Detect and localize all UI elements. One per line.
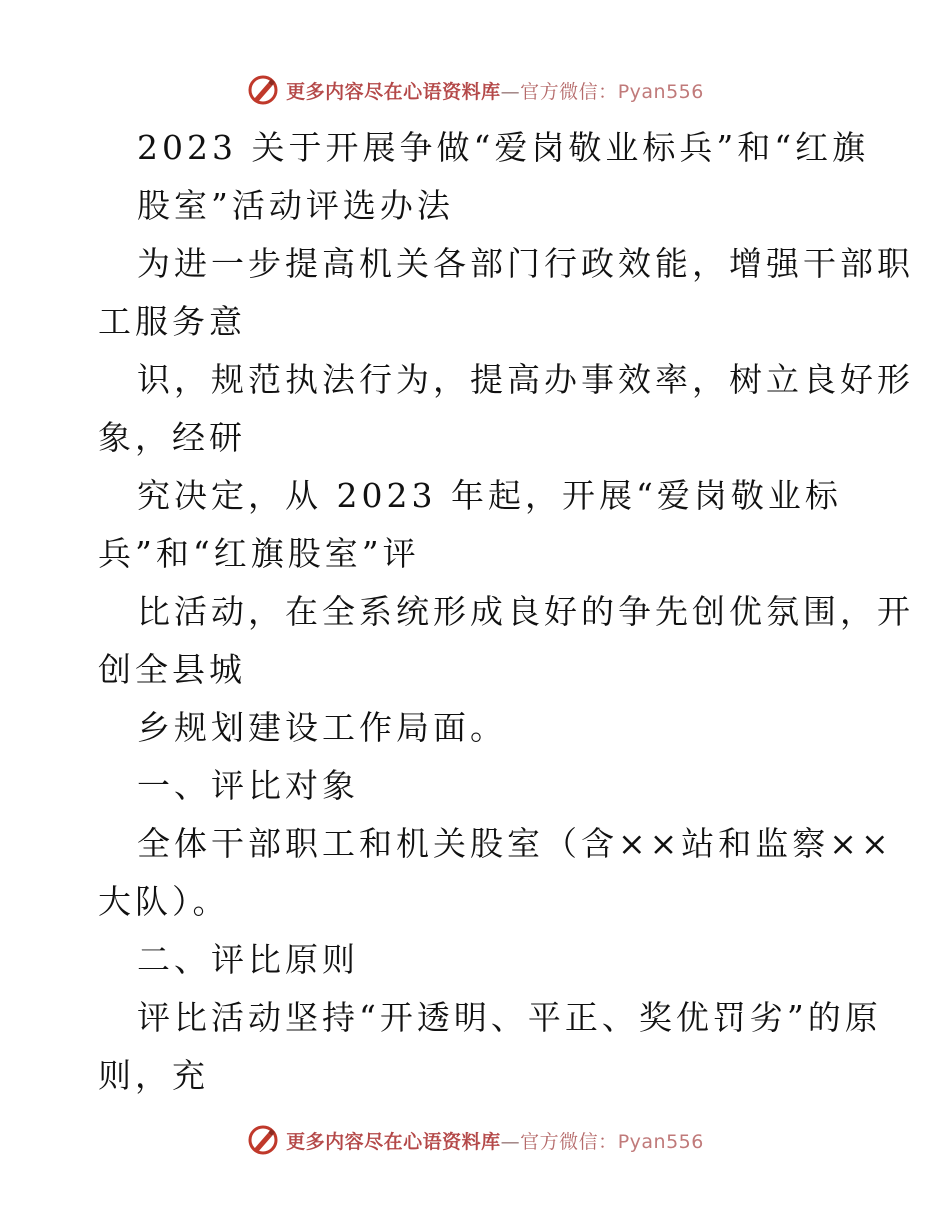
paragraph-line: 则，充 bbox=[98, 1056, 209, 1095]
watermark-separator: — bbox=[500, 80, 521, 103]
paragraph-line: 工服务意 bbox=[98, 302, 246, 341]
watermark-contact: 官方微信： bbox=[520, 1130, 618, 1153]
paragraph-line: 究决定，从 2023 年起，开展“爱岗敬业标 bbox=[137, 476, 842, 515]
paragraph-line: 比活动，在全系统形成良好的争先创优氛围，开 bbox=[137, 592, 914, 631]
pen-logo-icon bbox=[246, 1123, 280, 1157]
section-heading: 一、评比对象 bbox=[137, 766, 359, 805]
paragraph-line: 评比活动坚持“开透明、平正、奖优罚劣”的原 bbox=[137, 998, 882, 1037]
paragraph-line: 为进一步提高机关各部门行政效能，增强干部职 bbox=[137, 244, 914, 283]
document-title-line-2: 股室”活动评选办法 bbox=[137, 186, 454, 225]
paragraph-line: 大队）。 bbox=[98, 882, 230, 921]
watermark-contact: 官方微信： bbox=[520, 80, 618, 103]
watermark-code: Pyan556 bbox=[617, 1130, 704, 1153]
footer-watermark bbox=[0, 1120, 950, 1160]
watermark-text bbox=[286, 1127, 704, 1154]
section-heading: 二、评比原则 bbox=[137, 940, 359, 979]
paragraph-line: 识，规范执法行为，提高办事效率，树立良好形 bbox=[137, 360, 914, 399]
paragraph-line: 创全县城 bbox=[98, 650, 246, 689]
paragraph-line: 象，经研 bbox=[98, 418, 246, 457]
watermark-code: Pyan556 bbox=[617, 80, 704, 103]
paragraph-line: 全体干部职工和机关股室（含××站和监察×× bbox=[137, 824, 893, 863]
watermark-brand: 更多内容尽在心语资料库 bbox=[286, 80, 501, 103]
paragraph-line: 乡规划建设工作局面。 bbox=[137, 708, 507, 747]
watermark-separator: — bbox=[500, 1130, 521, 1153]
watermark-brand: 更多内容尽在心语资料库 bbox=[286, 1130, 501, 1153]
paragraph-line: 兵”和“红旗股室”评 bbox=[98, 534, 420, 573]
document-title-line-1: 2023 关于开展争做“爱岗敬业标兵”和“红旗 bbox=[137, 128, 870, 167]
